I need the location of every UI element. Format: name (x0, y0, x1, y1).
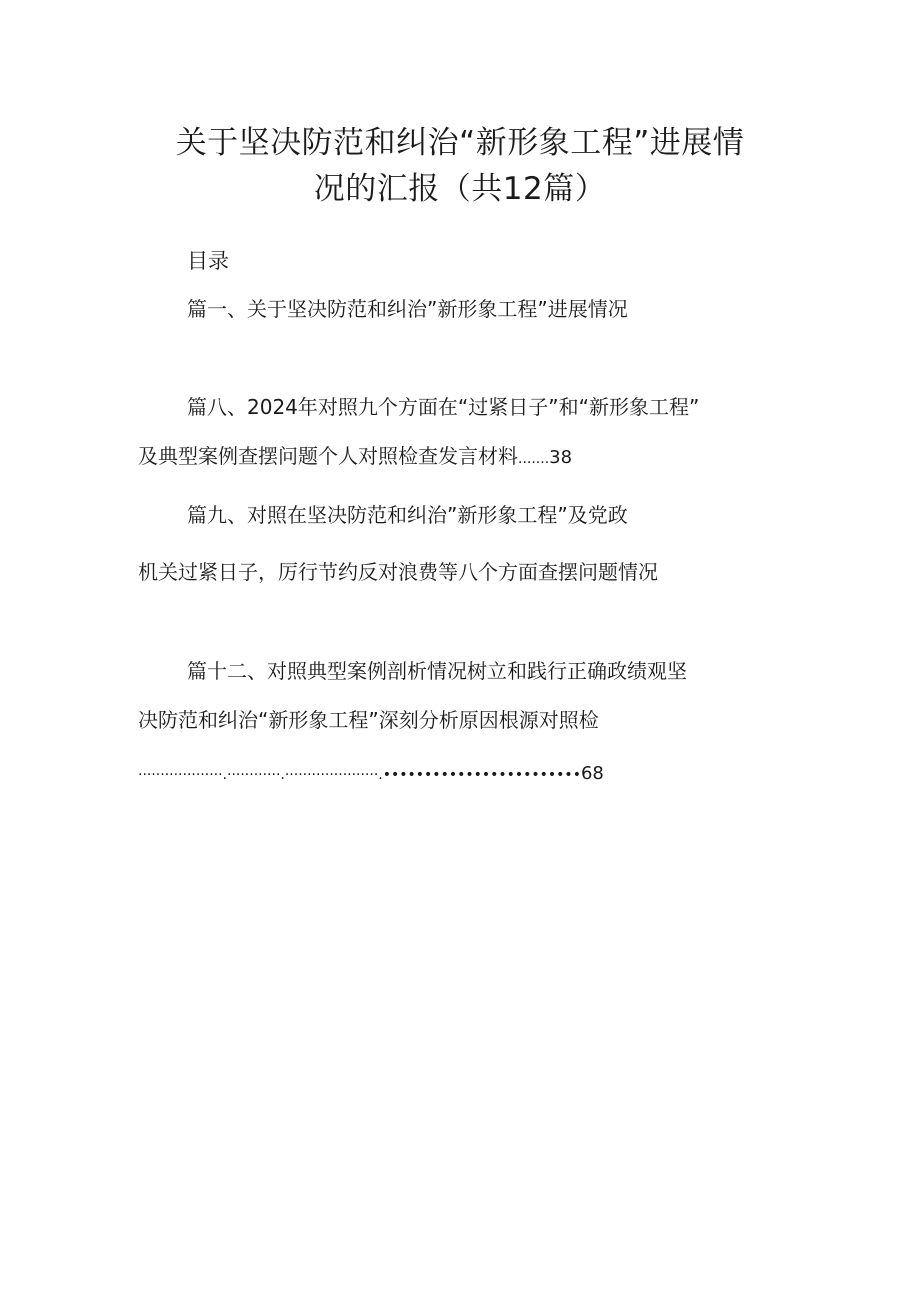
toc-entry-12-line-2[interactable]: 决防范和纠治“新形象工程”深刻分析原因根源对照检 (138, 708, 599, 732)
toc-entry-9-line-2[interactable]: 机关过紧日子，厉行节约反对浪费等八个方面查摆问题情况 (138, 560, 658, 584)
toc-entry-8-text: 及典型案例查摆问题个人对照检查发言材料 (138, 444, 518, 468)
title-line-1: 关于坚决防范和纠治“新形象工程”进展情 (175, 125, 745, 161)
toc-leader-dots: ···················.············.·····················.•••••••••••••••••••••••• (138, 767, 581, 783)
toc-heading: 目录 (187, 249, 229, 273)
title-line-2: 况的汇报（共12篇） (313, 171, 607, 207)
toc-entry-8-line-2[interactable] (138, 441, 572, 474)
toc-page-number: 68 (580, 763, 604, 784)
document-title (130, 120, 790, 212)
toc-entry-8-line-1[interactable]: 篇八、2024年对照九个方面在“过紧日子”和“新形象工程” (187, 395, 700, 419)
toc-leader-dots: ....... (518, 451, 550, 467)
toc-page-number: 38 (549, 447, 573, 468)
toc-entry-1[interactable]: 篇一、关于坚决防范和纠治”新形象工程”进展情况 (187, 297, 628, 321)
toc-entry-9-line-1[interactable]: 篇九、对照在坚决防范和纠治”新形象工程”及党政 (187, 503, 628, 527)
toc-entry-12-line-3[interactable] (138, 757, 604, 790)
toc-entry-12-line-1[interactable]: 篇十二、对照典型案例剖析情况树立和践行正确政绩观坚 (187, 659, 687, 683)
